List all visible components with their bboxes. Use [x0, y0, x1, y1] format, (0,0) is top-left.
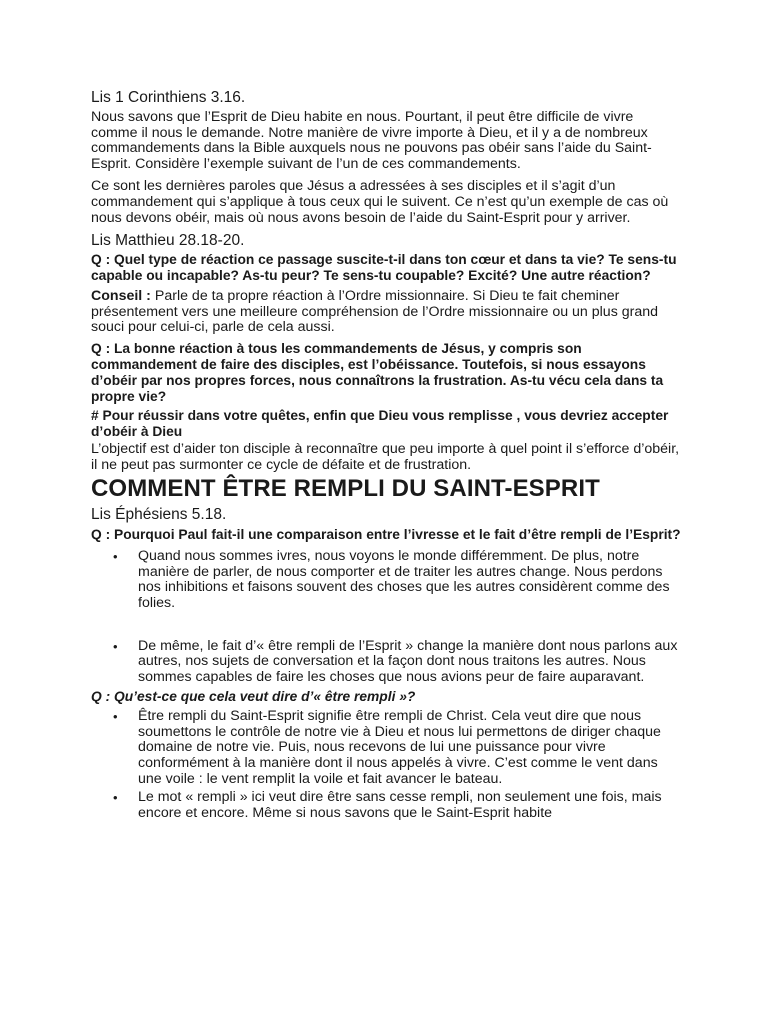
scripture-reference: Lis Éphésiens 5.18.	[91, 506, 227, 524]
bullet-list	[91, 549, 681, 685]
bullet-icon: •	[113, 638, 118, 654]
list-item	[91, 790, 681, 821]
list-item-text: Quand nous sommes ivres, nous voyons le monde différemment. De plus, notre manière de parler, de nous comporter et de traiter les autres change. Nous perdons nos inhibitions et faisons souvent des choses que les autres considèrent comme des folies.	[138, 548, 670, 611]
list-item	[91, 709, 681, 787]
conseil-text: Parle de ta propre réaction à l’Ordre missionnaire. Si Dieu te fait cheminer présentement vers une meilleure compréhension de l’Ordre missionnaire ou un plus grand souci pour celui-ci, parle de cela aussi.	[91, 288, 659, 336]
list-item-text: Le mot « rempli » ici veut dire être sans cesse rempli, non seulement une fois, mais encore et encore. Même si nous savons que le Saint-Esprit habite	[138, 789, 662, 821]
question: Q : Quel type de réaction ce passage suscite-t-il dans ton cœur et dans ta vie? Te sens-tu capable ou incapable? As-tu peur? Te sens-tu coupable? Excité? Une autre réaction?	[91, 252, 677, 284]
scripture-reference: Lis Matthieu 28.18-20.	[91, 232, 245, 250]
bullet-icon: •	[113, 549, 118, 565]
list-item	[91, 549, 681, 611]
bullet-icon: •	[113, 790, 118, 806]
paragraph: Nous savons que l’Esprit de Dieu habite en nous. Pourtant, il peut être difficile de vivre comme il nous le demande. Notre manière de vivre importe à Dieu, et il y a de nombreux commandements dans la Bible auxquels nous ne pouvons pas obéir sans l’aide du Saint-Esprit. Considère l’exemple suivant de l’un de ces commandements.	[91, 109, 652, 172]
list-item-text: De même, le fait d’« être rempli de l’Esprit » change la manière dont nous parlons aux autres, nos sujets de conversation et la façon dont nous traitons les autres. Nous sommes capables de faire les choses que nous avions peur de faire auparavant.	[138, 637, 678, 685]
document-page	[91, 84, 681, 821]
list-item-text: Être rempli du Saint-Esprit signifie être rempli de Christ. Cela veut dire que nous soumettons le contrôle de notre vie à Dieu et nous lui permettons de diriger chaque domaine de notre vie. Puis, nous recevons de lui une puissance pour vivre conformément à la manière dont il nous appelés à vivre. C’est comme le vent dans une voile : le vent remplit la voile et fait avancer le bateau.	[138, 708, 661, 787]
conseil-label: Conseil :	[91, 288, 151, 305]
conseil-paragraph	[91, 289, 681, 336]
question: Q : Pourquoi Paul fait-il une comparaison entre l’ivresse et le fait d’être rempli de l’Esprit?	[91, 527, 681, 543]
paragraph: Ce sont les dernières paroles que Jésus a adressées à ses disciples et il s’agit d’un commandement qui s’applique à tous ceux qui le suivent. Ce n’est qu’un exemple de cas où nous devons obéir, mais où nous avons besoin de l’aide du Saint-Esprit pour y arriver.	[91, 178, 669, 226]
section-heading: COMMENT ÊTRE REMPLI DU SAINT-ESPRIT	[91, 475, 600, 503]
bullet-icon: •	[113, 709, 118, 725]
hash-note: # Pour réussir dans votre quêtes, enfin que Dieu vous remplisse , vous devriez accepter d’obéir à Dieu	[91, 407, 669, 439]
list-item	[91, 639, 681, 686]
paragraph: L’objectif est d’aider ton disciple à reconnaître que peu importe à quel point il s’efforce d’obéir, il ne peut pas surmonter ce cycle de défaite et de frustration.	[91, 440, 680, 473]
bullet-list	[91, 709, 681, 821]
scripture-reference: Lis 1 Corinthiens 3.16.	[91, 89, 246, 106]
question: Q : Qu’est-ce que cela veut dire d’« être rempli »?	[91, 689, 416, 705]
question: Q : La bonne réaction à tous les commandements de Jésus, y compris son commandement de faire des disciples, est l’obéissance. Toutefois, si nous essayons d’obéir par nos propres forces, nous connaîtrons la frustration. As-tu vécu cela dans ta propre vie?	[91, 340, 664, 404]
